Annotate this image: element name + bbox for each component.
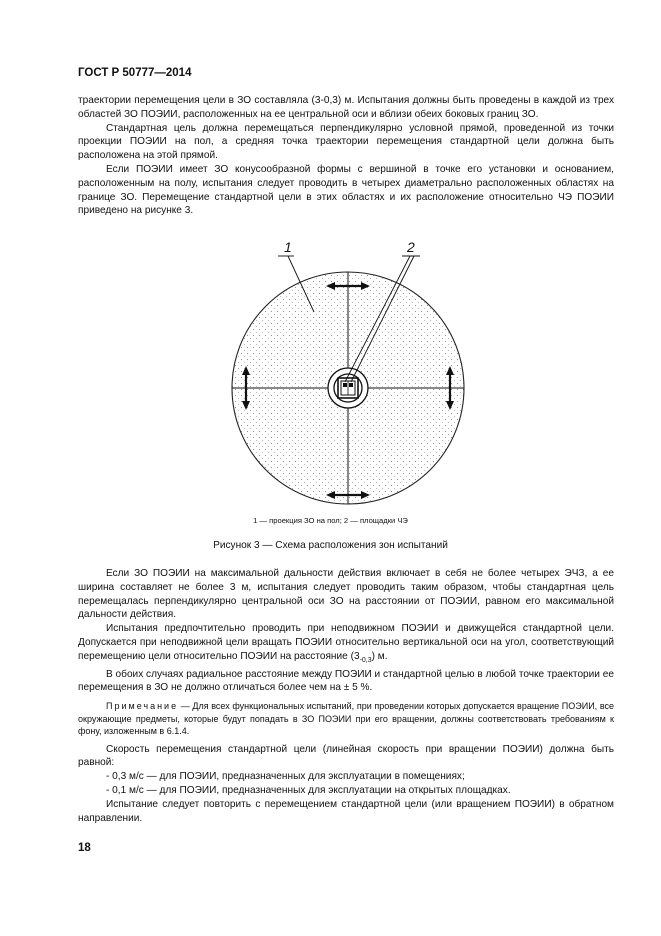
paragraph-1: траектории перемещения цели в ЗО составляла (3-0,3) м. Испытания должны быть проведены в каждой из трех областей ЗО ПОЭИИ, расположенных на ее центральной оси и вблизи обеих боковых границ ЗО. [78,95,614,120]
callout-label-1: 1 [284,239,292,255]
list-item-1: - 0,3 м/с — для ПОЭИИ, предназначенных для эксплуатации в помещениях; [106,771,465,783]
paragraph-5 [78,622,614,667]
note-text: — Для всех функциональных испытаний, при проведении которых допускается вращение ПОЭИИ, все окружающие предметы, которые будут попадать в ЗО ПОЭИИ при его вращении, должны соответствовать требованиям к фону, изложенным в 6.1.4. [78,701,614,737]
note-label: Примечание [106,701,179,712]
formula-main: (3 [350,650,360,662]
paragraph-5-text: Испытания предпочтительно проводить при неподвижном ПОЭИИ и движущейся стандартной цели. Допускается при неподвижной цели вращать ПОЭИИ относительно вертикальной оси на угол, соответствующий перемещению цели относительно ПОЭИИ на расстояние [78,623,614,662]
paragraph-3: Если ПОЭИИ имеет ЗО конусообразной формы с вершиной в точке его установки и основанием, расположенным на полу, испытания следует проводить в четырех диаметрально расположенных областях на границе ЗО. Перемещение стандартной цели в этих областях и их расположение относительно ЧЭ ПОЭИИ приведено на рисунке 3. [78,163,614,217]
figure-3-diagram [228,238,474,508]
body-text [78,567,614,825]
page-number: 18 [78,842,91,854]
document-header: ГОСТ Р 50777—2014 [78,67,192,79]
paragraph-2: Стандартная цель должна перемещаться перпендикулярно условной прямой, проведенной из точки проекции ПОЭИИ на пол, а средняя точка траектории перемещения стандартной цели должна быть расположена на этой прямой. [78,122,614,162]
note [78,700,614,738]
intro-text [78,94,614,218]
paragraph-6: В обоих случаях радиальное расстояние между ПОЭИИ и стандартной целью в любой точке траектории ее перемещения в ЗО не должно отличаться более чем на ± 5 %. [78,668,614,694]
formula-subscript: -0,3 [359,656,372,664]
callout-label-2: 2 [407,239,415,255]
formula-end: ) м. [371,650,388,662]
paragraph-4: Если ЗО ПОЭИИ на максимальной дальности действия включает в себя не более четырех ЭЧЗ, а ее ширина составляет не более 3 м, испытания следует проводить таким образом, чтобы стандартная цель перемещалась перпендикулярно центральной оси ЗО на расстоянии от ПОЭИИ, равном его максимальной дальности действия. [78,568,614,621]
paragraph-7: Скорость перемещения стандартной цели (линейная скорость при вращении ПОЭИИ) должна быть равной: [78,743,614,769]
figure-legend: 1 — проекция ЗО на пол; 2 — площадки ЧЭ [253,516,408,525]
figure-title: Рисунок 3 — Схема расположения зон испытаний [213,540,448,551]
paragraph-8: Испытание следует повторить с перемещением стандартной цели (или вращением ПОЭИИ) в обратном направлении. [78,798,614,824]
list-item-2: - 0,1 м/с — для ПОЭИИ, предназначенных для эксплуатации на открытых площадках. [106,785,511,797]
